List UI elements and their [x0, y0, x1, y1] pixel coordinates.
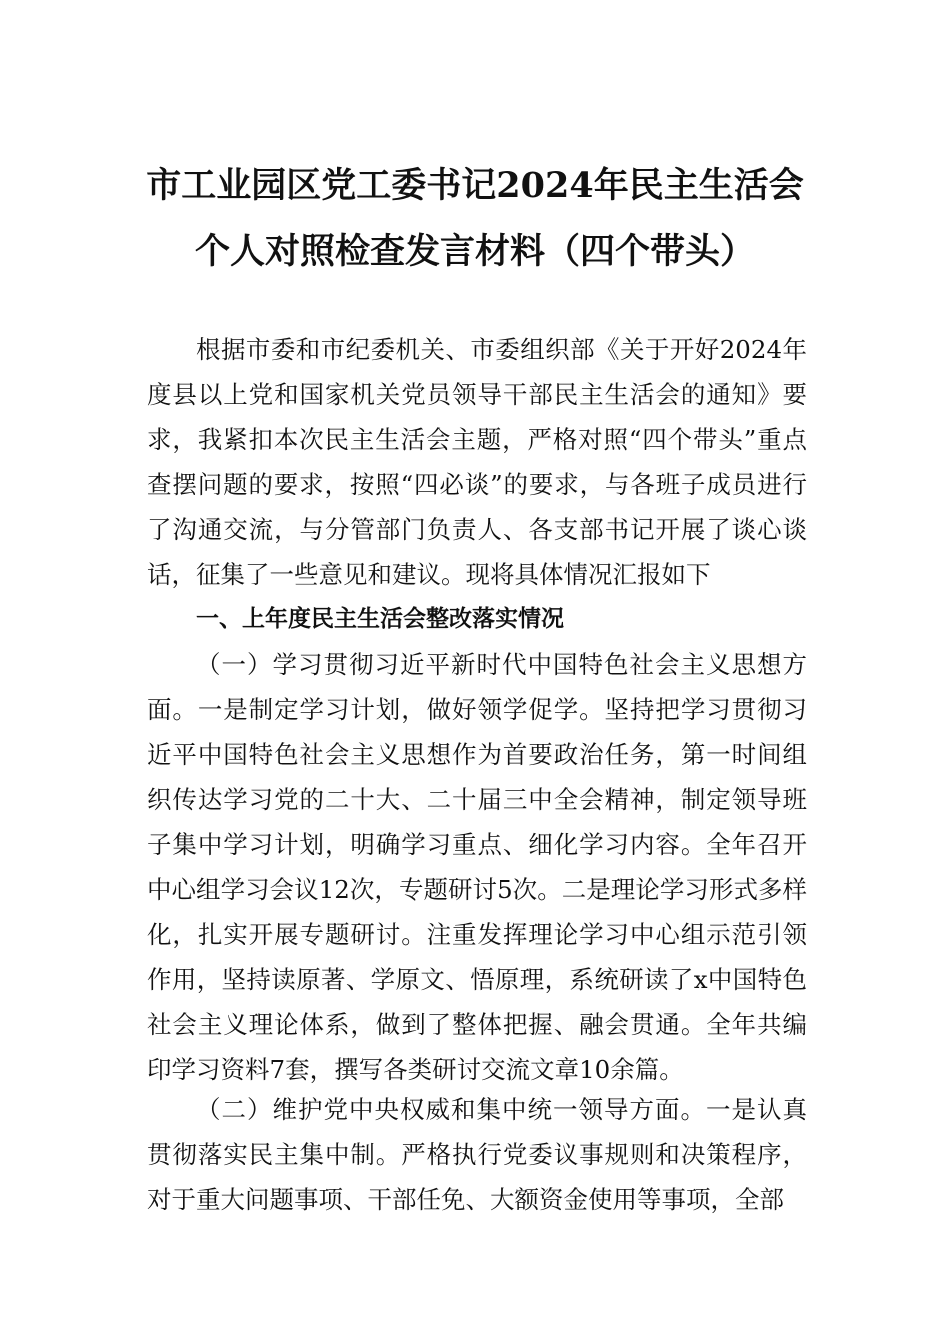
subsection-paragraph-1: （一）学习贯彻习近平新时代中国特色社会主义思想方面。一是制定学习计划，做好领学促学。坚持把学习贯彻习近平中国特色社会主义思想作为首要政治任务，第一时间组织传达学习党的二十大、二十届三中全会精神，制定领导班子集中学习计划，明确学习重点、细化学习内容。全年召开中心组学习会议12次，专题研讨5次。二是理论学习形式多样化，扎实开展专题研讨。注重发挥理论学习中心组示范引领作用，坚持读原著、学原文、悟原理，系统研读了x中国特色社会主义理论体系，做到了整体把握、融会贯通。全年共编印学习资料7套，撰写各类研讨交流文章10余篇。 — [147, 650, 807, 1084]
section-heading-1: 一、上年度民主生活会整改落实情况 — [196, 606, 564, 632]
document-title-line-1: 市工业园区党工委书记2024年民主生活会 — [146, 165, 804, 206]
intro-paragraph: 根据市委和市纪委机关、市委组织部《关于开好2024年度县以上党和国家机关党员领导干部民主生活会的通知》要求，我紧扣本次民主生活会主题，严格对照“四个带头”重点查摆问题的要求，按照“四必谈”的要求，与各班子成员进行了沟通交流，与分管部门负责人、各支部书记开展了谈心谈话，征集了一些意见和建议。现将具体情况汇报如下 — [147, 335, 807, 589]
document-title-line-2: 个人对照检查发言材料（四个带头） — [194, 231, 755, 272]
subsection-paragraph-2: （二）维护党中央权威和集中统一领导方面。一是认真贯彻落实民主集中制。严格执行党委议事规则和决策程序，对于重大问题事项、干部任免、大额资金使用等事项，全部 — [147, 1095, 807, 1214]
